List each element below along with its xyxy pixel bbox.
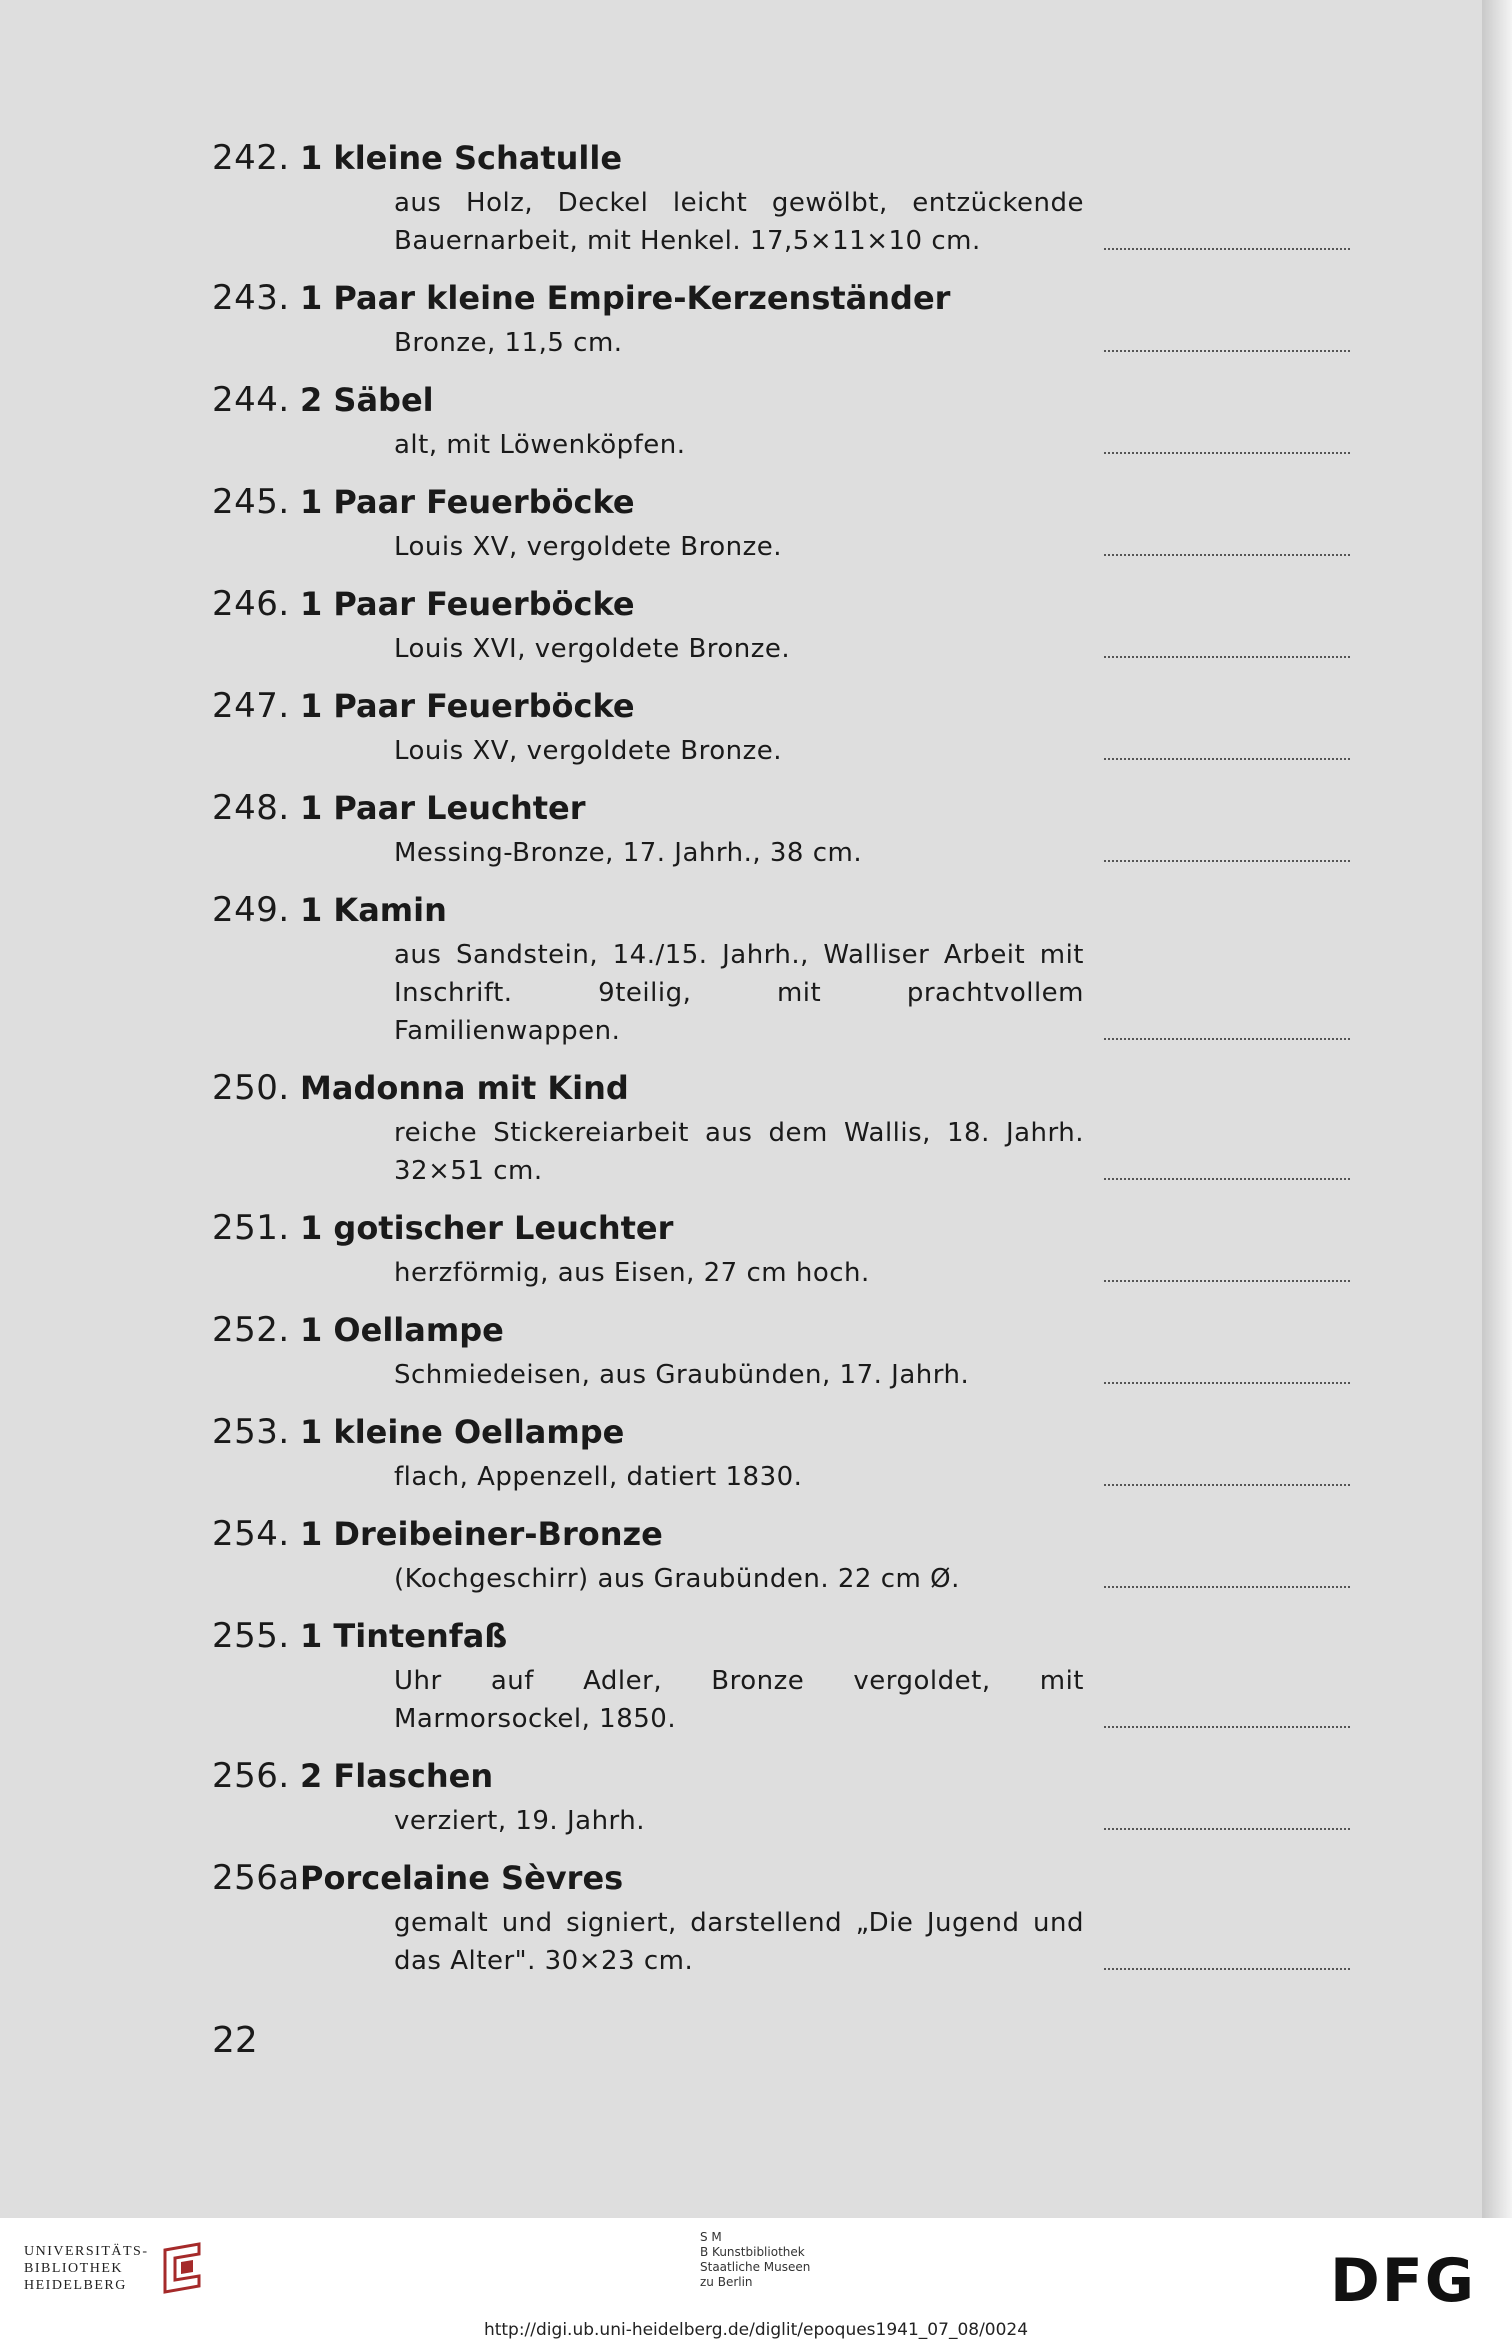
entry-description-row <box>212 1114 1362 1190</box>
price-leader-line <box>1104 1724 1350 1728</box>
entry-description-row <box>212 834 1362 872</box>
lot-number: 250. <box>212 1068 290 1108</box>
catalog-entry <box>212 482 1362 566</box>
lot-description: Schmiedeisen, aus Graubünden, 17. Jahrh. <box>394 1360 970 1390</box>
lot-description: alt, mit Löwenköpfen. <box>394 430 686 460</box>
university-line: HEIDELBERG <box>24 2277 127 2293</box>
entry-heading <box>212 1756 1362 1802</box>
lot-title: 1 gotischer Leuchter <box>300 1209 674 1247</box>
library-line: Staatliche Museen <box>700 2260 811 2274</box>
lot-title: 1 Paar Feuerböcke <box>300 585 635 623</box>
lot-number: 255. <box>212 1616 290 1656</box>
lot-number: 245. <box>212 482 290 522</box>
catalog-entry <box>212 138 1362 260</box>
lot-title: Madonna mit Kind <box>300 1069 629 1107</box>
catalog-entry <box>212 1616 1362 1738</box>
lot-description: (Kochgeschirr) aus Graubünden. 22 cm Ø. <box>394 1564 960 1594</box>
entry-description-row <box>212 1254 1362 1292</box>
catalog-entry <box>212 1412 1362 1496</box>
lot-description: Messing-Bronze, 17. Jahrh., 38 cm. <box>394 838 863 868</box>
price-leader-line <box>1104 552 1350 556</box>
lot-description: Bronze, 11,5 cm. <box>394 328 623 358</box>
lot-number: 243. <box>212 278 290 318</box>
price-leader-line <box>1104 1278 1350 1282</box>
catalog-entries <box>212 138 1362 1998</box>
library-line: B Kunstbibliothek <box>700 2245 805 2259</box>
digitization-footer <box>0 2218 1512 2348</box>
catalog-entry <box>212 1310 1362 1394</box>
heidelberg-library-logo[interactable] <box>24 2240 205 2296</box>
lot-title: 1 Paar kleine Empire-Kerzenständer <box>300 279 951 317</box>
university-name <box>24 2243 149 2294</box>
entry-description-row <box>212 426 1362 464</box>
lot-description: Louis XV, vergoldete Bronze. <box>394 532 783 562</box>
entry-description-row <box>212 732 1362 770</box>
price-leader-line <box>1104 1176 1350 1180</box>
entry-heading <box>212 1412 1362 1458</box>
lot-title: 1 Paar Leuchter <box>300 789 586 827</box>
lot-description: herzförmig, aus Eisen, 27 cm hoch. <box>394 1258 870 1288</box>
price-leader-line <box>1104 348 1350 352</box>
entry-description-row <box>212 1904 1362 1980</box>
catalog-entry <box>212 584 1362 668</box>
lot-description: verziert, 19. Jahrh. <box>394 1806 646 1836</box>
entry-description-row <box>212 936 1362 1050</box>
price-leader-line <box>1104 1380 1350 1384</box>
catalog-entry <box>212 686 1362 770</box>
price-leader-line <box>1104 1826 1350 1830</box>
lot-description: Uhr auf Adler, Bronze vergoldet, mit Marmorsockel, 1850. <box>394 1666 1084 1734</box>
lot-description: gemalt und signiert, darstellend „Die Jugend und das Alter". 30×23 cm. <box>394 1908 1084 1976</box>
entry-heading <box>212 278 1362 324</box>
entry-heading <box>212 1616 1362 1662</box>
lot-title: 1 Tintenfaß <box>300 1617 508 1655</box>
price-leader-line <box>1104 1036 1350 1040</box>
lot-number: 244. <box>212 380 290 420</box>
lot-description: Louis XV, vergoldete Bronze. <box>394 736 783 766</box>
lot-title: 1 kleine Oellampe <box>300 1413 625 1451</box>
entry-description-row <box>212 1802 1362 1840</box>
entry-description-row <box>212 184 1362 260</box>
lot-number: 253. <box>212 1412 290 1452</box>
lot-title: 1 Paar Feuerböcke <box>300 687 635 725</box>
library-emblem-icon <box>159 2240 205 2296</box>
entry-heading <box>212 890 1362 936</box>
entry-heading <box>212 584 1362 630</box>
lot-title: 1 Oellampe <box>300 1311 504 1349</box>
catalog-entry <box>212 890 1362 1050</box>
page-edge-shadow <box>1482 0 1512 2218</box>
lot-title: 1 Kamin <box>300 891 447 929</box>
lot-number: 249. <box>212 890 290 930</box>
price-leader-line <box>1104 1482 1350 1486</box>
entry-heading <box>212 482 1362 528</box>
lot-description: aus Sandstein, 14./15. Jahrh., Walliser Arbeit mit Inschrift. 9teilig, mit prachtvollem Familienwappen. <box>394 940 1084 1046</box>
entry-description-row <box>212 1662 1362 1738</box>
library-line: zu Berlin <box>700 2275 753 2289</box>
lot-number: 256. <box>212 1756 290 1796</box>
lot-number: 254. <box>212 1514 290 1554</box>
lot-number: 251. <box>212 1208 290 1248</box>
entry-heading <box>212 380 1362 426</box>
lot-number: 242. <box>212 138 290 178</box>
entry-heading <box>212 138 1362 184</box>
lot-description: reiche Stickereiarbeit aus dem Wallis, 18. Jahrh. 32×51 cm. <box>394 1118 1084 1186</box>
permalink-url[interactable]: http://digi.ub.uni-heidelberg.de/diglit/epoques1941_07_08/0024 <box>483 2320 1029 2340</box>
price-leader-line <box>1104 450 1350 454</box>
university-line: UNIVERSITÄTS- <box>24 2243 149 2259</box>
price-leader-line <box>1104 246 1350 250</box>
lot-number: 252. <box>212 1310 290 1350</box>
lot-title: 2 Flaschen <box>300 1757 494 1795</box>
entry-heading <box>212 686 1362 732</box>
entry-heading <box>212 1310 1362 1356</box>
lot-description: aus Holz, Deckel leicht gewölbt, entzückende Bauernarbeit, mit Henkel. 17,5×11×10 cm. <box>394 188 1084 256</box>
lot-number: 256a. <box>212 1858 312 1898</box>
price-leader-line <box>1104 858 1350 862</box>
lot-title: 2 Säbel <box>300 381 434 419</box>
page-number: 22 <box>212 2020 258 2061</box>
entry-description-row <box>212 324 1362 362</box>
catalog-entry <box>212 1514 1362 1598</box>
price-leader-line <box>1104 1966 1350 1970</box>
lot-description: Louis XVI, vergoldete Bronze. <box>394 634 791 664</box>
entry-heading <box>212 1514 1362 1560</box>
catalog-entry <box>212 380 1362 464</box>
lot-title: 1 kleine Schatulle <box>300 139 623 177</box>
price-leader-line <box>1104 1584 1350 1588</box>
price-leader-line <box>1104 654 1350 658</box>
university-line: BIBLIOTHEK <box>24 2260 123 2276</box>
lot-number: 248. <box>212 788 290 828</box>
lot-title: Porcelaine Sèvres <box>300 1859 624 1897</box>
entry-heading <box>212 1208 1362 1254</box>
entry-description-row <box>212 630 1362 668</box>
catalog-entry <box>212 1858 1362 1980</box>
dfg-logo[interactable]: DFG <box>1330 2246 1477 2316</box>
entry-description-row <box>212 1458 1362 1496</box>
library-line: S M <box>700 2230 722 2244</box>
catalog-entry <box>212 1068 1362 1190</box>
lot-title: 1 Paar Feuerböcke <box>300 483 635 521</box>
entry-description-row <box>212 1356 1362 1394</box>
catalog-entry <box>212 788 1362 872</box>
lot-number: 246. <box>212 584 290 624</box>
lot-description: flach, Appenzell, datiert 1830. <box>394 1462 803 1492</box>
entry-heading <box>212 1858 1362 1904</box>
entry-heading <box>212 788 1362 834</box>
entry-description-row <box>212 1560 1362 1598</box>
entry-description-row <box>212 528 1362 566</box>
catalog-entry <box>212 278 1362 362</box>
entry-heading <box>212 1068 1362 1114</box>
lot-title: 1 Dreibeiner-Bronze <box>300 1515 663 1553</box>
lot-number: 247. <box>212 686 290 726</box>
catalog-entry <box>212 1756 1362 1840</box>
berlin-library-credit <box>700 2230 810 2290</box>
catalog-entry <box>212 1208 1362 1292</box>
price-leader-line <box>1104 756 1350 760</box>
